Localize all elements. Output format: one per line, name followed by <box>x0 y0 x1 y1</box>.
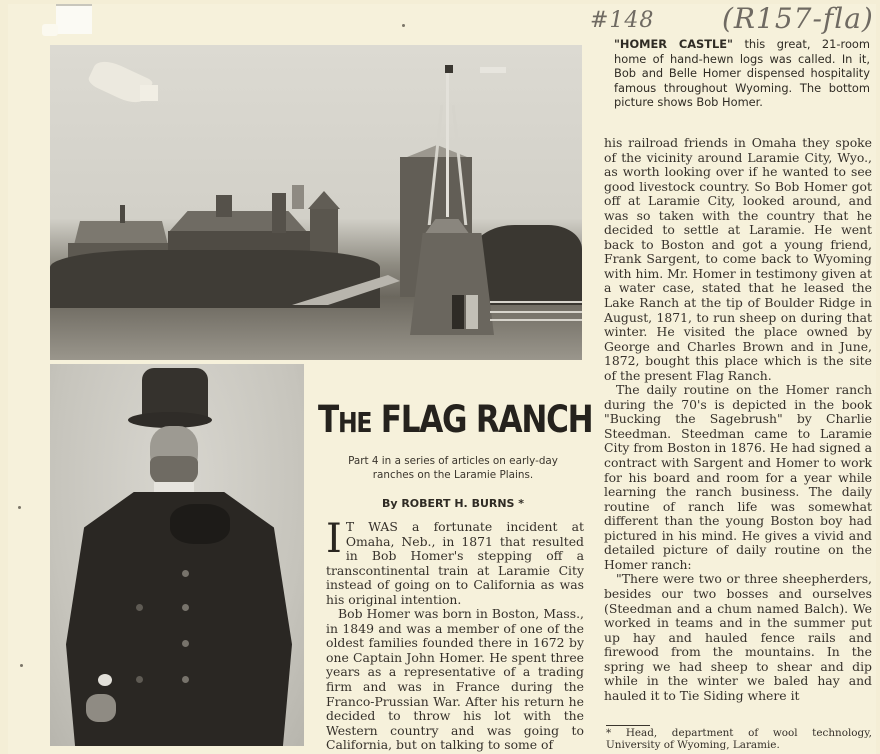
photo-homer-castle <box>50 45 582 360</box>
title-main: FLAG RANCH <box>371 398 593 441</box>
paragraph-3: his railroad friends in Omaha they spoke of the vicinity around Laramie City, Wyo., as worth looking over if he wanted to see good livestock country. So Bob Homer got off at Laramie City, looked around, and was so taken with the country that he decided to settle at Laramie. He went back to Boston and got a young friend, Frank Sargent, to come back to Wyoming with him. Mr. Homer in testimony given at a water case, stated that he leased the Lake Ranch at the tip of Boulder Ridge in August, 1871, to run sheep on during that winter. He visited the place owned by George and Charles Brown and in June, 1872, bought this place which is the site of the present Flag Ranch. <box>604 135 872 383</box>
photo-bob-homer <box>50 364 304 746</box>
article-column-right <box>604 136 872 703</box>
speck <box>20 664 23 667</box>
photo-caption <box>614 37 870 110</box>
speck <box>402 24 405 27</box>
article-subtitle: Part 4 in a series of articles on early-day ranches on the Laramie Plains. <box>348 455 558 481</box>
paragraph-5: "There were two or three sheepherders, besides our two bosses and ourselves (Steedman and a chum named Balch). We worked in teams and in the summer put up hay and hauled fence rails and firewood from the mountains. In the spring we had sheep to shear and dip while in the winter we baled hay and hauled it to Tie Siding where it <box>604 571 872 703</box>
title-initial: T <box>318 398 338 441</box>
title-small-caps: HE <box>337 406 372 439</box>
paragraph-4: The daily routine on the Homer ranch during the 70's is depicted in the book "Bucking the Sagebrush" by Charlie Steedman. Steedman came to Laramie City from Boston in 1876. He had signed a contract with Sargent and Homer to work for his board and room for a year while learning the ranch business. The daily routine of ranch life was somewhat different than the young Boston boy had pictured in his mind. He gives a vivid and detailed picture of daily routine on the Homer ranch: <box>604 382 872 572</box>
article-title <box>318 398 593 441</box>
caption-lead: "HOMER CASTLE" <box>614 37 733 51</box>
handwritten-number: #148 <box>590 8 655 33</box>
article-column-middle <box>326 516 584 753</box>
article-byline: By ROBERT H. BURNS * <box>381 497 525 510</box>
paper-tear <box>42 24 58 36</box>
footnote-divider <box>606 725 650 726</box>
handwritten-code: (R157-fla) <box>722 2 874 35</box>
tape-strip <box>56 4 92 34</box>
drop-cap: I <box>326 516 342 562</box>
speck <box>18 506 21 509</box>
paragraph-2: Bob Homer was born in Boston, Mass., in 1849 and was a member of one of the oldest families founded there in 1672 by one Captain John Homer. He spent three years as a representative of a trading firm and was in France during the Franco-Prussian War. After his return he decided to throw his lot with the Western country and was going to California, but on talking to some of <box>326 606 584 753</box>
paragraph-1: I T WAS a fortunate incident at Omaha, Neb., in 1871 that resulted in Bob Homer's stepping off a transcontinental train at Laramie City instead of going on to California as was his original intention. <box>326 516 584 607</box>
caption-text: this great, 21-room home of hand-hewn logs was called. In it, Bob and Belle Homer dispensed hospitality famous throughout Wyoming. The bottom picture shows Bob Homer. <box>614 37 870 110</box>
footnote: * Head, department of wool technology, University of Wyoming, Laramie. <box>606 727 872 751</box>
